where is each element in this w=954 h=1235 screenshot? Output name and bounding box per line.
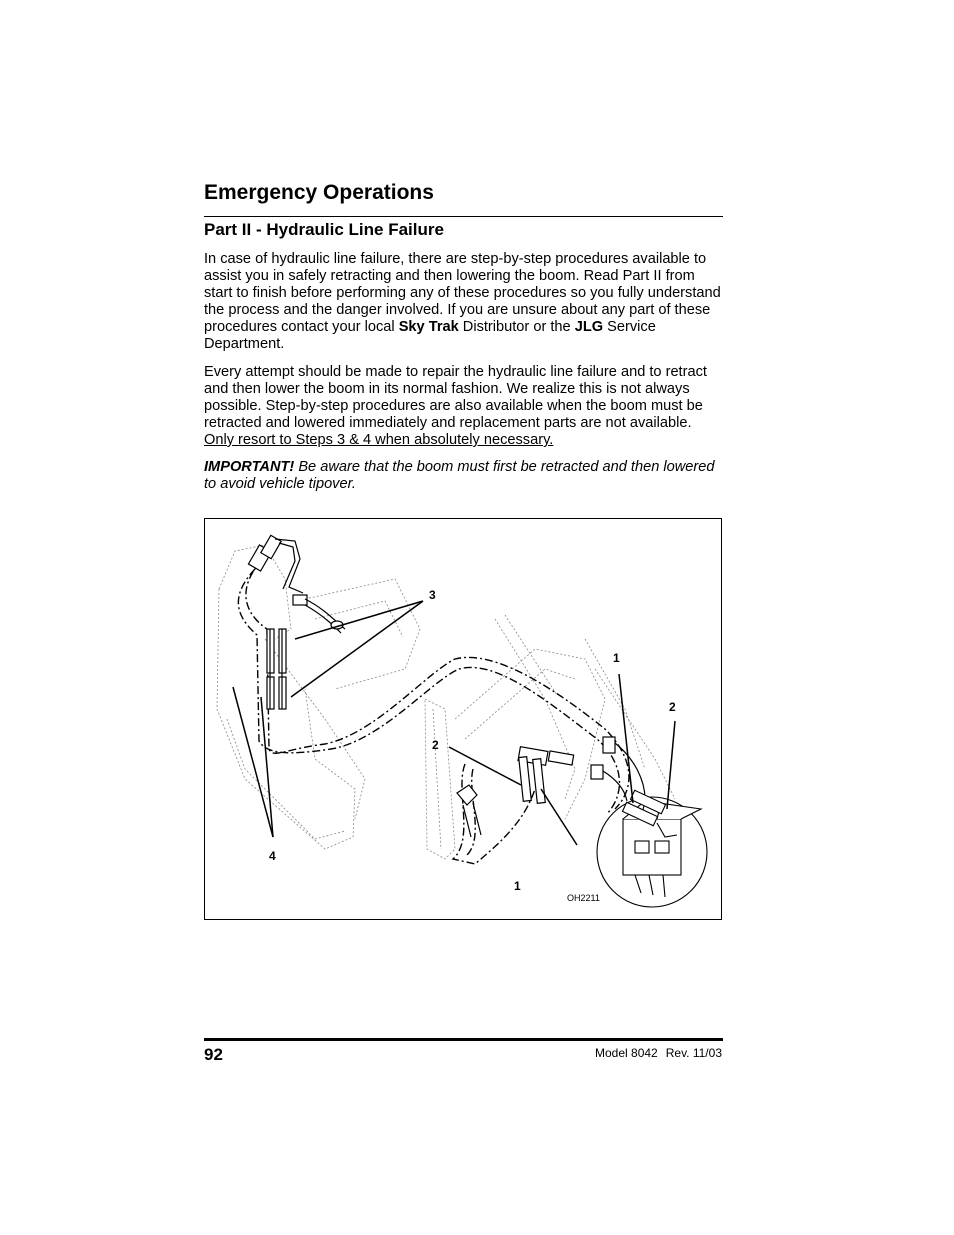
intro-text-3: Service Department.: [204, 319, 656, 352]
upper-fittings: [248, 535, 345, 633]
hydraulic-line-illustration: [205, 519, 721, 919]
intro-text-1: In case of hydraulic line failure, there are step-by-step procedures available to assist you in safely retracting and then lowering the boom. Read Part II from start to finish before performing any of these procedures so you fully understand the process and the danger involved. If you are unsure about any part of these procedures contact your local: [204, 251, 721, 335]
important-note: [204, 459, 724, 493]
intro-text-2: Distributor or the: [458, 319, 575, 335]
brand-jlg: JLG: [574, 319, 604, 335]
callout-2-right: 2: [669, 700, 676, 714]
brand-sky-trak: Sky Trak: [398, 319, 459, 335]
callout-3: 3: [429, 588, 436, 602]
valve-detail-inset: [597, 790, 707, 907]
page-number: 92: [204, 1045, 223, 1064]
repair-paragraph: [204, 364, 724, 449]
callout-4: 4: [269, 849, 276, 863]
title-divider: [204, 216, 723, 217]
revision-label: Rev. 11/03: [665, 1046, 722, 1060]
footer-model-revision: [587, 1046, 722, 1060]
steps-warning: Only resort to Steps 3 & 4 when absolutely necessary.: [204, 432, 554, 448]
callout-leader-lines: [233, 601, 675, 845]
important-label: IMPORTANT!: [204, 459, 295, 475]
part-title: Part II - Hydraulic Line Failure: [204, 220, 444, 239]
callout-1-bottom: 1: [514, 879, 521, 893]
important-text: Be aware that the boom must first be retracted and then lowered to avoid vehicle tipover.: [204, 459, 715, 492]
callout-2-mid: 2: [432, 738, 439, 752]
intro-paragraph: [204, 251, 724, 353]
section-title: Emergency Operations: [204, 181, 434, 204]
vertical-hose-fittings: [267, 629, 286, 709]
model-label: Model 8042: [595, 1046, 658, 1060]
figure-id: OH2211: [567, 893, 600, 903]
repair-text: Every attempt should be made to repair the hydraulic line failure and to retract and then lower the boom in its normal fashion. We realize this is not always possible. Step-by-step procedures are also available when the boom must be retracted and lowered immediately and replacement parts are not available.: [204, 364, 707, 431]
hydraulic-diagram-figure: [204, 518, 722, 920]
callout-1-top: 1: [613, 651, 620, 665]
footer-divider: [204, 1038, 723, 1041]
